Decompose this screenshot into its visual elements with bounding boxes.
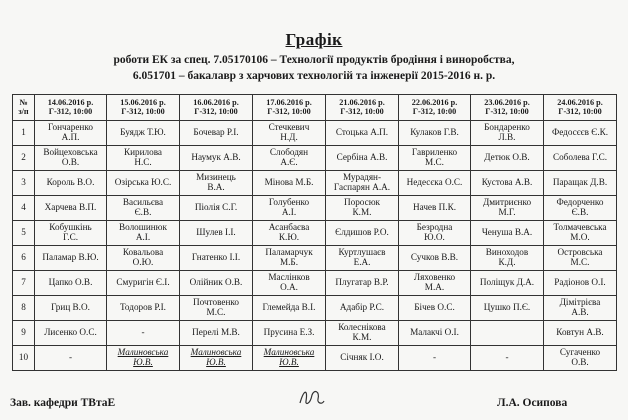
cell-text: М.Б. bbox=[279, 257, 299, 267]
cell-text: Недесєка О.С. bbox=[406, 177, 463, 188]
cell-text: Голубенко bbox=[268, 197, 310, 208]
cell-text: Озірська Ю.С. bbox=[114, 177, 172, 188]
cell-text: Січняк І.О. bbox=[340, 352, 384, 363]
table-cell bbox=[471, 321, 544, 346]
table-cell bbox=[399, 171, 471, 196]
corner-header bbox=[13, 95, 35, 121]
cell-text: Гнатенко І.І. bbox=[191, 252, 241, 263]
cell-text: Паламарчук bbox=[265, 247, 313, 258]
date-header-line: Г-312, 10:00 bbox=[194, 106, 238, 116]
cell-text: Детюк О.В. bbox=[484, 152, 530, 163]
row-number: 5 bbox=[13, 221, 35, 246]
date-header-line: 17.06.2016 р. bbox=[266, 97, 312, 107]
table-cell bbox=[399, 196, 471, 221]
row-number: 4 bbox=[13, 196, 35, 221]
cell-text: М.О. bbox=[570, 232, 590, 242]
table-row bbox=[13, 196, 617, 221]
cell-text: Піолія С.Г. bbox=[194, 202, 238, 213]
date-header-line: 23.06.2016 р. bbox=[484, 97, 530, 107]
table-row bbox=[13, 271, 617, 296]
cell-text: Бочевар Р.І. bbox=[193, 127, 239, 138]
table-cell bbox=[326, 146, 399, 171]
table-cell bbox=[544, 121, 617, 146]
date-header-line: Г-312, 10:00 bbox=[340, 106, 384, 116]
signature-mark bbox=[296, 385, 326, 409]
cell-text: Ю.О. bbox=[424, 232, 445, 242]
date-header-line: Г-312, 10:00 bbox=[121, 106, 165, 116]
cell-text: М.Г. bbox=[498, 207, 516, 217]
cell-text: Глемейда В.І. bbox=[262, 302, 316, 313]
cell-text: Ю.В. bbox=[206, 357, 226, 367]
corner-line: з/п bbox=[18, 106, 29, 116]
table-row bbox=[13, 246, 617, 271]
table-cell bbox=[399, 321, 471, 346]
cell-text: Мінова М.Б. bbox=[264, 177, 314, 188]
row-number: 1 bbox=[13, 121, 35, 146]
cell-text: Єлдишов Р.О. bbox=[335, 227, 389, 238]
table-cell bbox=[180, 346, 253, 371]
table-cell bbox=[471, 171, 544, 196]
cell-text: Н.С. bbox=[134, 157, 152, 167]
cell-text: Малиновська bbox=[263, 347, 315, 358]
date-header-line: 21.06.2016 р. bbox=[339, 97, 385, 107]
row-number: 9 bbox=[13, 321, 35, 346]
subtitle-line-2: 6.051701 – бакалавр з харчових технологій та інженерії 2015-2016 н. р. bbox=[132, 70, 496, 82]
cell-text: Островська bbox=[557, 247, 603, 258]
table-cell bbox=[544, 196, 617, 221]
table-cell bbox=[35, 296, 107, 321]
table-cell bbox=[471, 296, 544, 321]
row-number: 7 bbox=[13, 271, 35, 296]
cell-text: К.Ю. bbox=[278, 232, 300, 242]
table-cell bbox=[107, 321, 180, 346]
cell-text: Кулаков Г.В. bbox=[410, 127, 459, 138]
date-header-line: Г-312, 10:00 bbox=[412, 106, 457, 116]
table-cell bbox=[326, 271, 399, 296]
table-cell bbox=[544, 246, 617, 271]
table-cell bbox=[471, 246, 544, 271]
table-cell bbox=[180, 171, 253, 196]
table-row bbox=[13, 296, 617, 321]
date-header-line: 15.06.2016 р. bbox=[120, 97, 166, 107]
cell-text: Кобушкінь bbox=[49, 222, 92, 233]
date-header-line: 14.06.2016 р. bbox=[47, 97, 94, 107]
table-cell bbox=[399, 346, 471, 371]
cell-text: Плугатар В.Р. bbox=[335, 277, 389, 288]
cell-text: М.А. bbox=[424, 282, 445, 292]
table-cell bbox=[107, 296, 180, 321]
cell-text: Поліщук Д.А. bbox=[479, 277, 535, 288]
cell-text: Мурадян- bbox=[342, 172, 382, 183]
table-cell bbox=[326, 121, 399, 146]
cell-text: Толмачевська bbox=[553, 222, 607, 233]
cell-text: Дмитриєнко bbox=[482, 197, 532, 208]
cell-text: М.С. bbox=[206, 307, 226, 317]
cell-text: Бондаренко bbox=[484, 122, 530, 133]
cell-text: Олійник О.В. bbox=[189, 277, 243, 288]
cell-text: Гриц В.О. bbox=[51, 302, 90, 313]
table-cell bbox=[471, 271, 544, 296]
cell-text: Кустова А.В. bbox=[481, 177, 533, 188]
date-header-line: Г-312, 10:00 bbox=[558, 106, 602, 116]
date-column-header bbox=[253, 95, 326, 121]
date-header-line: Г-312, 10:00 bbox=[48, 106, 93, 116]
cell-text: Л.В. bbox=[498, 132, 516, 142]
document-title: Графік bbox=[285, 30, 343, 49]
cell-text: Сербіна А.В. bbox=[336, 152, 388, 163]
table-cell bbox=[326, 246, 399, 271]
cell-text: Е.А. bbox=[353, 257, 371, 267]
cell-text: Ковтун А.В. bbox=[556, 327, 604, 338]
table-cell bbox=[180, 146, 253, 171]
cell-text: Малиновська bbox=[190, 347, 242, 358]
table-cell bbox=[253, 296, 326, 321]
date-header-line: 24.06.2016 р. bbox=[557, 97, 603, 107]
table-cell bbox=[35, 146, 107, 171]
table-cell bbox=[253, 271, 326, 296]
table-cell bbox=[326, 321, 399, 346]
cell-text: Войцеховська bbox=[43, 147, 98, 158]
table-row bbox=[13, 171, 617, 196]
cell-text: Стечкевич bbox=[268, 122, 310, 133]
table-cell bbox=[399, 246, 471, 271]
cell-text: - bbox=[432, 352, 437, 363]
table-row bbox=[13, 146, 617, 171]
table-cell bbox=[253, 221, 326, 246]
cell-text: Васильєва bbox=[122, 197, 164, 208]
table-cell bbox=[326, 296, 399, 321]
table-cell bbox=[107, 196, 180, 221]
cell-text: Паламар В.Ю. bbox=[42, 252, 99, 263]
table-cell bbox=[544, 346, 617, 371]
table-cell bbox=[326, 171, 399, 196]
table-row bbox=[13, 221, 617, 246]
cell-text: Почтовенко bbox=[193, 297, 239, 308]
table-cell bbox=[399, 121, 471, 146]
table-cell bbox=[180, 196, 253, 221]
table-cell bbox=[180, 271, 253, 296]
cell-text: Колеснікова bbox=[338, 322, 386, 333]
cell-text: А.І. bbox=[135, 232, 151, 242]
cell-text: Ю.В. bbox=[133, 357, 153, 367]
cell-text: Малиновська bbox=[117, 347, 169, 358]
cell-text: Прусина Е.З. bbox=[263, 327, 315, 338]
table-cell bbox=[399, 296, 471, 321]
cell-text: Асанбаєва bbox=[268, 222, 310, 233]
table-cell bbox=[107, 146, 180, 171]
cell-text: Гавриленко bbox=[411, 147, 458, 158]
table-cell bbox=[35, 196, 107, 221]
date-column-header bbox=[326, 95, 399, 121]
table-cell bbox=[35, 121, 107, 146]
cell-text: Волошинюк bbox=[118, 222, 167, 233]
date-header-line: Г-312, 10:00 bbox=[485, 106, 529, 116]
cell-text: М.С. bbox=[570, 257, 590, 267]
cell-text: Соболева Г.С. bbox=[552, 152, 608, 163]
cell-text: Дімітрієва bbox=[559, 297, 601, 308]
cell-text: В.А. bbox=[207, 182, 225, 192]
cell-text: Король В.О. bbox=[46, 177, 95, 188]
table-cell bbox=[326, 196, 399, 221]
table-cell bbox=[107, 346, 180, 371]
cell-text: Адабір Р.С. bbox=[339, 302, 385, 313]
cell-text: К.Д. bbox=[498, 257, 516, 267]
table-cell bbox=[35, 246, 107, 271]
cell-text: О.Ю. bbox=[132, 257, 154, 267]
cell-text: Наумук А.В. bbox=[191, 152, 241, 163]
cell-text: Поросюк bbox=[343, 197, 381, 208]
date-column-header bbox=[471, 95, 544, 121]
table-cell bbox=[253, 321, 326, 346]
cell-text: Ковальова bbox=[122, 247, 164, 258]
cell-text: Цапко О.В. bbox=[48, 277, 93, 288]
cell-text: Безродна bbox=[416, 222, 453, 233]
table-cell bbox=[180, 121, 253, 146]
cell-text: Є.В. bbox=[134, 207, 152, 217]
cell-text: Начев П.К. bbox=[412, 202, 457, 213]
row-number: 6 bbox=[13, 246, 35, 271]
table-cell bbox=[253, 246, 326, 271]
cell-text: Ляховенко bbox=[413, 272, 456, 283]
cell-text: О.В. bbox=[571, 357, 589, 367]
table-cell bbox=[180, 321, 253, 346]
footer-head-of-dept: Зав. кафедри ТВтаЕ bbox=[10, 397, 116, 409]
cell-text: Гаспарян А.А. bbox=[333, 182, 391, 192]
row-number: 2 bbox=[13, 146, 35, 171]
cell-text: Гончаренко bbox=[48, 122, 93, 133]
table-cell bbox=[35, 271, 107, 296]
date-column-header bbox=[180, 95, 253, 121]
date-header-line: Г-312, 10:00 bbox=[267, 106, 311, 116]
date-header-line: 22.06.2016 р. bbox=[411, 97, 458, 107]
cell-text: Стоцька А.П. bbox=[335, 127, 389, 138]
cell-text: А.В. bbox=[571, 307, 589, 317]
table-cell bbox=[253, 196, 326, 221]
cell-text: Тодоров Р.І. bbox=[120, 302, 166, 313]
cell-text: Ченуша В.А. bbox=[481, 227, 533, 238]
date-column-header bbox=[544, 95, 617, 121]
corner-line: № bbox=[19, 97, 28, 107]
row-number: 10 bbox=[13, 346, 35, 371]
table-cell bbox=[253, 346, 326, 371]
table-header-row bbox=[13, 95, 617, 121]
table-cell bbox=[35, 321, 107, 346]
cell-text: О.А. bbox=[280, 282, 298, 292]
table-cell bbox=[399, 146, 471, 171]
date-column-header bbox=[399, 95, 471, 121]
cell-text: Шулев І.І. bbox=[196, 227, 236, 238]
table-cell bbox=[399, 271, 471, 296]
cell-text: К.М. bbox=[352, 207, 372, 217]
footer-signatory: Л.А. Осипова bbox=[497, 397, 568, 409]
cell-text: Лисенко О.С. bbox=[44, 327, 97, 338]
table-cell bbox=[471, 221, 544, 246]
table-cell bbox=[544, 321, 617, 346]
cell-text: - bbox=[505, 352, 509, 363]
cell-text: Є.В. bbox=[571, 207, 589, 217]
cell-text: А.Є. bbox=[280, 157, 298, 167]
cell-text: Н.Д. bbox=[280, 132, 298, 142]
cell-text: Бічев О.С. bbox=[414, 302, 455, 313]
table-cell bbox=[180, 221, 253, 246]
cell-text: Куртлушаєв bbox=[338, 247, 386, 258]
cell-text: Федорченко bbox=[556, 197, 604, 208]
row-number: 8 bbox=[13, 296, 35, 321]
subtitle-line-1: роботи ЕК за спец. 7.05170106 – Технології продуктів бродіння і виноробства, bbox=[113, 54, 515, 66]
cell-text: Маслінков bbox=[268, 272, 310, 283]
table-cell bbox=[544, 296, 617, 321]
table-cell bbox=[253, 121, 326, 146]
table-cell bbox=[107, 221, 180, 246]
cell-text: Г.С. bbox=[63, 232, 78, 242]
cell-text: Перелі М.В. bbox=[192, 327, 240, 338]
table-cell bbox=[326, 221, 399, 246]
table-cell bbox=[253, 146, 326, 171]
cell-text: Малакчі О.І. bbox=[410, 327, 459, 338]
cell-text: Сугаченко bbox=[559, 347, 601, 358]
date-header-line: 16.06.2016 р. bbox=[193, 97, 239, 107]
cell-text: - bbox=[68, 352, 73, 363]
table-cell bbox=[107, 121, 180, 146]
table-cell bbox=[35, 171, 107, 196]
table-cell bbox=[471, 196, 544, 221]
table-cell bbox=[544, 271, 617, 296]
table-cell bbox=[544, 146, 617, 171]
cell-text: К.М. bbox=[352, 332, 372, 342]
row-number: 3 bbox=[13, 171, 35, 196]
table-cell bbox=[107, 246, 180, 271]
cell-text: Мизинець bbox=[196, 172, 236, 183]
cell-text: Харчева В.П. bbox=[44, 202, 97, 213]
table-cell bbox=[107, 171, 180, 196]
table-row bbox=[13, 321, 617, 346]
cell-text: Смуригін Є.І. bbox=[116, 277, 170, 288]
table-cell bbox=[180, 296, 253, 321]
cell-text: Федосєєв Є.К. bbox=[551, 127, 609, 138]
cell-text: Слободян bbox=[269, 147, 309, 158]
table-cell bbox=[399, 221, 471, 246]
cell-text: - bbox=[141, 327, 145, 338]
table-cell bbox=[35, 221, 107, 246]
table-cell bbox=[180, 246, 253, 271]
cell-text: Цушко П.Є. bbox=[483, 302, 531, 313]
cell-text: О.В. bbox=[61, 157, 80, 167]
cell-text: Радіонов О.І. bbox=[554, 277, 606, 288]
schedule-table bbox=[12, 94, 617, 371]
table-cell bbox=[253, 171, 326, 196]
cell-text: Ю.В. bbox=[279, 357, 299, 367]
table-cell bbox=[544, 221, 617, 246]
table-cell bbox=[471, 346, 544, 371]
date-column-header bbox=[107, 95, 180, 121]
cell-text: Сучков В.В. bbox=[410, 252, 459, 263]
cell-text: Кирилова bbox=[123, 147, 163, 158]
cell-text: А.І. bbox=[281, 207, 297, 217]
cell-text: А.П. bbox=[61, 132, 80, 142]
table-row bbox=[13, 346, 617, 371]
table-cell bbox=[35, 346, 107, 371]
table-row bbox=[13, 121, 617, 146]
table-cell bbox=[471, 146, 544, 171]
table-cell bbox=[471, 121, 544, 146]
table-cell bbox=[107, 271, 180, 296]
date-column-header bbox=[35, 95, 107, 121]
cell-text: Буядж Т.Ю. bbox=[120, 127, 166, 138]
table-cell bbox=[544, 171, 617, 196]
cell-text: Паращак Д.В. bbox=[552, 177, 608, 188]
cell-text: Виноходов bbox=[485, 247, 529, 258]
table-cell bbox=[326, 346, 399, 371]
cell-text: М.С. bbox=[425, 157, 444, 167]
